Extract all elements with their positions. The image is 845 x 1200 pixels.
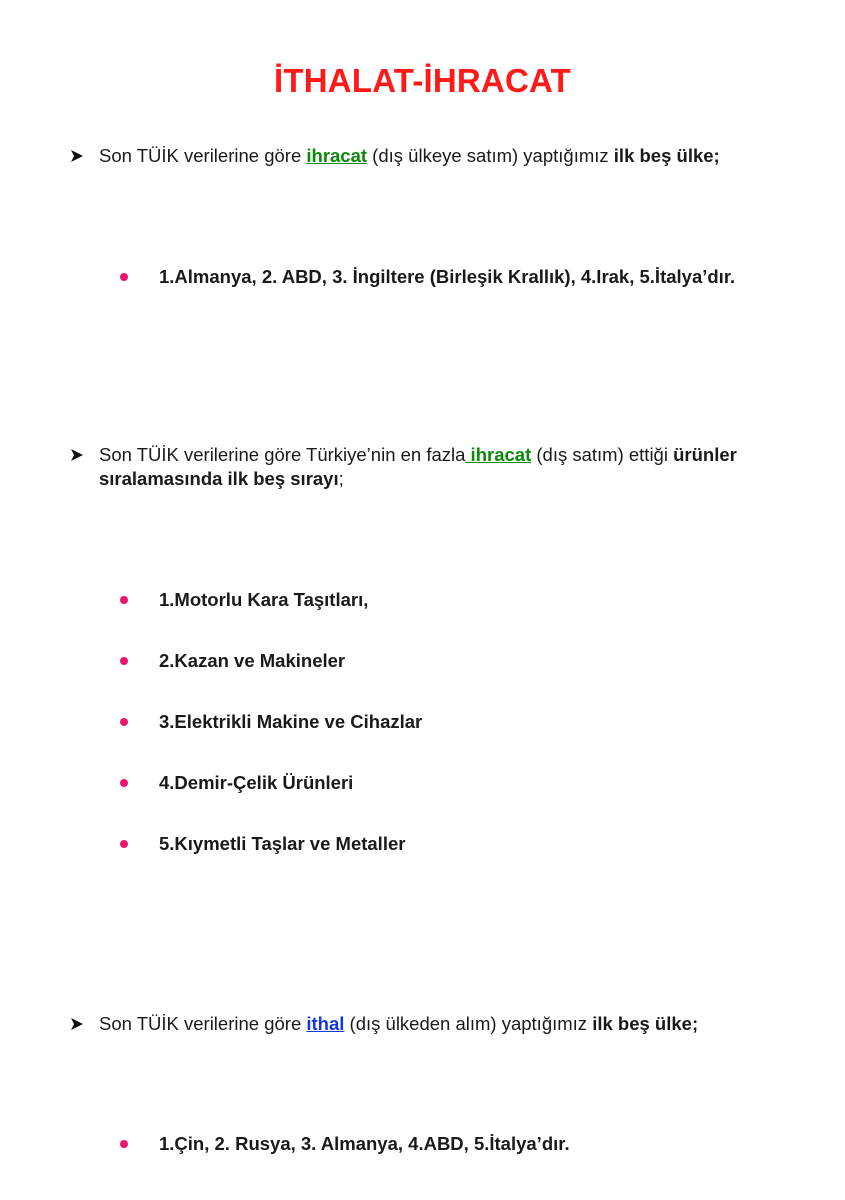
list-item-text: 4.Demir-Çelik Ürünleri [159,772,354,793]
list-item [120,710,422,734]
list-item [120,265,735,289]
list-item-text: 1.Motorlu Kara Taşıtları, [159,589,369,610]
list-item [120,1132,570,1156]
paragraph-text [99,443,780,491]
export-products-paragraph [70,443,780,491]
list-item-text: 3.Elektrikli Makine ve Cihazlar [159,711,423,732]
bullet-dot-icon [120,718,128,726]
paragraph-prefix: Son TÜİK verilerine göre Türkiye’nin en fazla [99,444,466,465]
bullet-dot-icon [120,273,128,281]
paragraph-bold-end: ilk beş ülke; [613,145,720,166]
bullet-dot-icon [120,779,128,787]
list-item [120,832,405,856]
paragraph-bold-end: ürünler sıralamasında ilk beş sırayı [99,444,737,489]
arrowhead-icon [70,1012,88,1036]
list-item [120,771,353,795]
export-countries-paragraph [70,144,780,168]
bullet-dot-icon [120,840,128,848]
paragraph-middle: (dış ülkeden alım) yaptığımız [344,1013,593,1034]
paragraph-middle: (dış satım) ettiği [531,444,674,465]
paragraph-suffix: ; [338,468,344,489]
keyword-ihracat: ihracat [465,444,532,465]
arrowhead-icon [70,443,88,467]
bullet-dot-icon [120,657,128,665]
bullet-dot-icon [120,1140,128,1148]
paragraph-prefix: Son TÜİK verilerine göre [99,145,307,166]
list-item-text: 2.Kazan ve Makineler [159,650,346,671]
bullet-dot-icon [120,596,128,604]
list-item-text: 1.Çin, 2. Rusya, 3. Almanya, 4.ABD, 5.İtalya’dır. [159,1133,570,1154]
arrowhead-icon [70,144,88,168]
list-item-text: 5.Kıymetli Taşlar ve Metaller [159,833,406,854]
paragraph-bold-end: ilk beş ülke; [592,1013,699,1034]
list-item [120,588,368,612]
list-item [120,649,345,673]
keyword-ihracat: ihracat [306,145,368,166]
paragraph-text [99,1012,780,1036]
list-item-text: 1.Almanya, 2. ABD, 3. İngiltere (Birleşik Krallık), 4.Irak, 5.İtalya’dır. [159,266,736,287]
paragraph-middle: (dış ülkeye satım) yaptığımız [367,145,614,166]
page-title: İTHALAT-İHRACAT [274,62,571,99]
keyword-ithal: ithal [306,1013,345,1034]
import-countries-paragraph [70,1012,780,1036]
paragraph-text [99,144,780,168]
paragraph-prefix: Son TÜİK verilerine göre [99,1013,307,1034]
